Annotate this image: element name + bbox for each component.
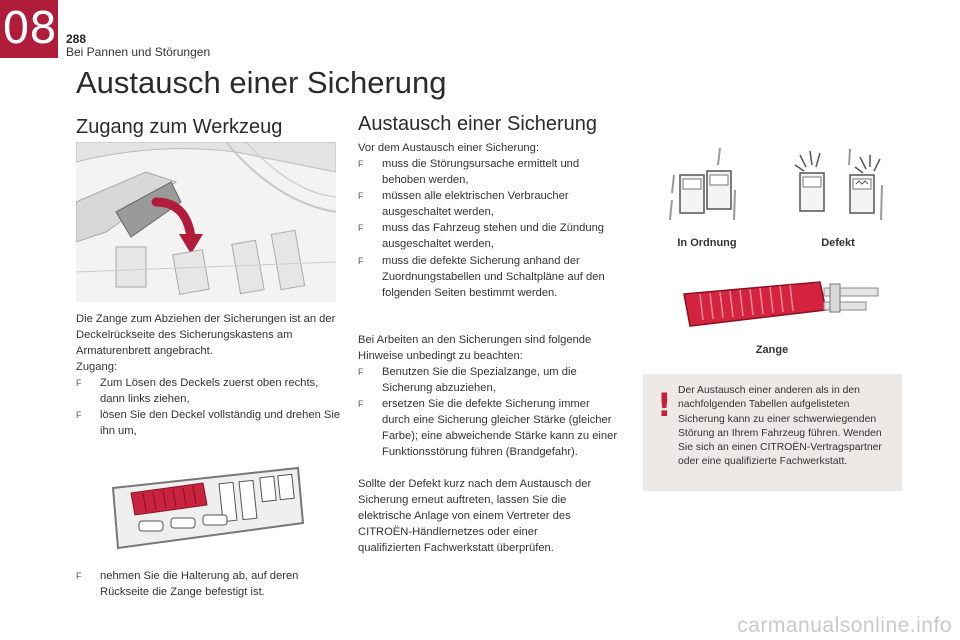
bullet-icon: F bbox=[358, 399, 364, 410]
fuse-defect-label: Defekt bbox=[821, 237, 855, 249]
checks-intro: Vor dem Austausch einer Sicherung: bbox=[358, 142, 539, 154]
bullet-icon: F bbox=[76, 410, 82, 421]
pre-checks-list bbox=[358, 156, 616, 301]
fuse-box-cover-illustration bbox=[103, 463, 309, 553]
warning-icon: ! bbox=[657, 386, 672, 424]
section-title: Bei Pannen und Störungen bbox=[66, 45, 211, 59]
final-step bbox=[76, 568, 342, 600]
chapter-badge: 08 bbox=[0, 0, 58, 58]
list-item: F muss die defekte Sicherung anhand der Zuordnungstabellen und Schaltpläne auf den folgenden Seiten bestimmt werden. bbox=[358, 254, 605, 299]
page-title: Austausch einer Sicherung bbox=[76, 65, 447, 100]
warning-box bbox=[643, 374, 902, 491]
list-item: F muss die Störungsursache ermittelt und behoben werden, bbox=[358, 158, 580, 187]
warning-text: Der Austausch einer anderen als in den nachfolgenden Tabellen aufgelisteten Sicherung kann zu einer schwerwiegenden Störung an Ihrem Fahrzeug führen. Wenden Sie sich an einen CITROËN-Vertragspartner oder eine qualifizierte Fachwerkstatt. bbox=[678, 385, 882, 468]
pliers-label: Zange bbox=[755, 344, 789, 356]
list-item: F muss das Fahrzeug stehen und die Zündung ausgeschaltet werden, bbox=[358, 222, 605, 251]
bullet-icon: F bbox=[358, 191, 364, 202]
bullet-icon: F bbox=[358, 159, 364, 169]
bullet-icon: F bbox=[358, 367, 364, 377]
bullet-icon: F bbox=[358, 255, 364, 266]
left-heading: Zugang zum Werkzeug bbox=[76, 116, 283, 138]
pliers-illustration bbox=[680, 280, 880, 332]
closing-paragraph: Sollte der Defekt kurz nach dem Austausch der Sicherung erneut auftreten, lassen Sie die elektrische Anlage von einem Vertreter des CITROËN-Händlernetzes oder einer qualifizierten Fachwerkstatt überprüfen. bbox=[358, 478, 592, 555]
dashboard-footwell-illustration bbox=[76, 142, 336, 302]
watermark: carmanualsonline.info bbox=[737, 614, 952, 637]
left-paragraph: Die Zange zum Abziehen der Sicherungen ist an der Deckelrückseite des Sicherungskastens am Armaturenbrett angebracht. bbox=[76, 313, 336, 358]
bullet-icon: F bbox=[358, 223, 364, 234]
bullet-icon: F bbox=[76, 378, 82, 388]
page-number: 288 bbox=[66, 32, 87, 46]
bullet-icon: F bbox=[76, 571, 82, 581]
list-item: F müssen alle elektrischen Verbraucher ausgeschaltet werden, bbox=[358, 190, 569, 219]
notes-intro: Bei Arbeiten an den Sicherungen sind folgende Hinweise unbedingt zu beachten: bbox=[358, 334, 592, 363]
list-item: F Zum Lösen des Deckels zuerst oben rechts, dann links ziehen, bbox=[76, 377, 319, 406]
fuse-comparison-illustration bbox=[660, 145, 890, 235]
list-item: F Benutzen Sie die Spezialzange, um die Sicherung abzuziehen, bbox=[358, 366, 577, 395]
access-label: Zugang: bbox=[76, 361, 118, 373]
notes-list bbox=[358, 364, 620, 461]
list-item: F lösen Sie den Deckel vollständig und drehen Sie ihn um, bbox=[76, 409, 341, 438]
list-item: F ersetzen Sie die defekte Sicherung immer durch eine Sicherung gleicher Stärke (gleicher Farbe); eine abweichende Stärke kann zu einer Funktionsstörung führen (Brandgefahr). bbox=[358, 398, 618, 459]
fuse-ok-label: In Ordnung bbox=[677, 237, 737, 249]
access-steps bbox=[76, 375, 342, 439]
middle-heading: Austausch einer Sicherung bbox=[358, 113, 598, 135]
list-item: F nehmen Sie die Halterung ab, auf deren Rückseite die Zange befestigt ist. bbox=[76, 570, 299, 599]
